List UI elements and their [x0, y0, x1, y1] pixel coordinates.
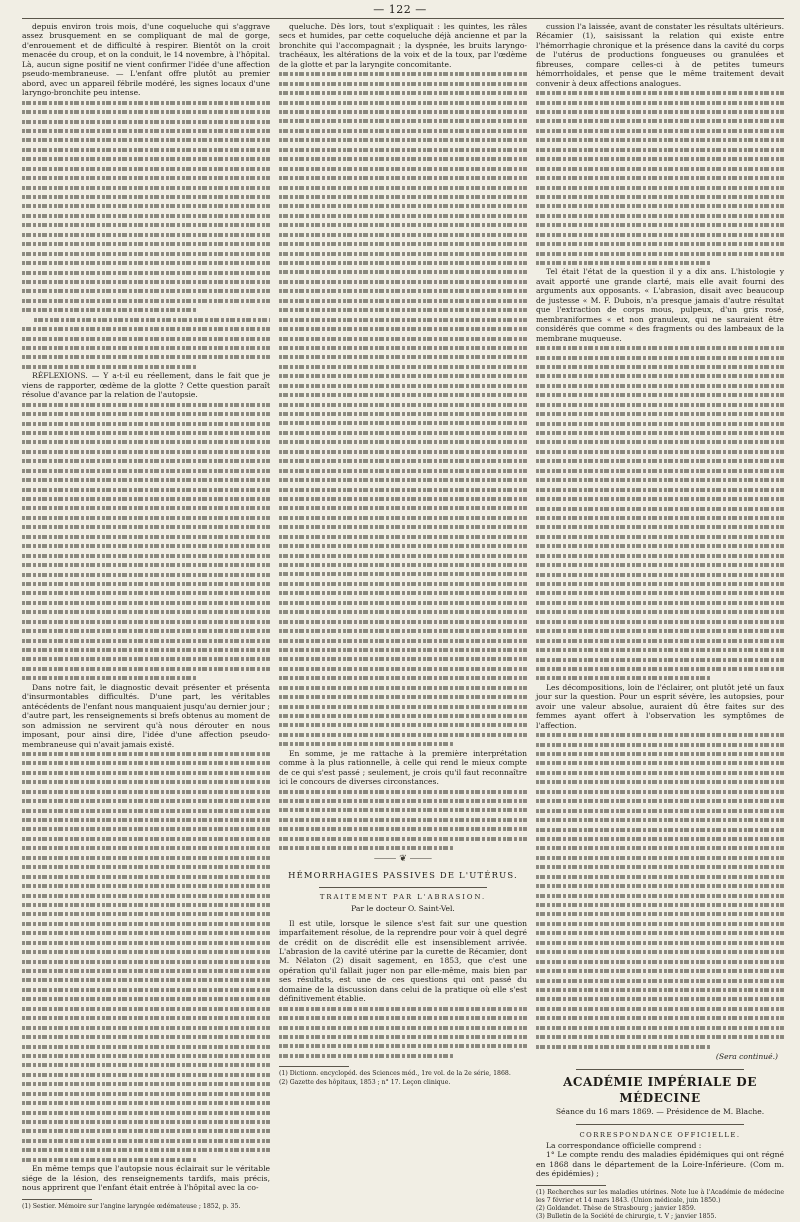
diagnostic-paragraph: Dans notre fait, le diagnostic devait présenter et présenta d'insurmontables difficultés. D'une part, les véritables antécédents de l'enfant nous manquaient jusqu'au dernier jour ; d'autre part, les renseignements si brefs obtenus au moment de son admission ne servirent qu'à nous dérouter en nous imposant, pour ainsi dire, l'idée d'une affection pseudo-membraneuse qui n'avait jamais existé.	[22, 682, 270, 749]
column-3	[536, 22, 784, 1221]
reflexions-text: — Y a-t-il eu réellement, dans le fait que je viens de rapporter, œdème de la glotte ? Cette question paraît résolue d'avance par la relation de l'autopsie.	[22, 371, 270, 400]
session-rule	[576, 1124, 744, 1125]
footnote-rule	[279, 1066, 349, 1067]
continued-note: (Sera continué.)	[715, 1052, 778, 1061]
footnote-1: (1) Recherches sur les maladies utérines. Note lue à l'Académie de médecine les 7 février et 14 mars 1843. (Union médicale, juin 1850.)	[536, 1188, 784, 1205]
session-line: Séance du 16 mars 1869. — Présidence de M. Blache.	[555, 1107, 765, 1116]
column-1-closing-paragraph: En même temps que l'autopsie nous éclairait sur le véritable siége de la lésion, des renseignements tardifs, mais précis, nous apprirent que l'enfant était entrée à l'hôpital avec la co-	[22, 1164, 270, 1193]
correspondence-intro: La correspondance officielle comprend :	[546, 1141, 702, 1150]
histology-paragraph: Tel était l'état de la question il y a dix ans. L'histologie y avait apporté une grande clarté, mais elle avait fourni des arguments aux opposants. « L'abrasion, disait avec beaucoup de justesse « M. F. Dubois, n'a presque jamais d'autre résultat que l'extraction de corps mous, pulpeux, d'un gris rosé, membraniformes « et non granuleux, qui ne sauraient être considérés que comme « des fragments ou des lambeaux de la membrane muqueuse.	[536, 267, 784, 343]
correspondence-item: 1° Le compte rendu des maladies épidémiques qui ont régné en 1868 dans le département de la Loire-Inférieure. (Com m. des épidémies) ;	[536, 1150, 784, 1179]
column-1-opening-paragraph: depuis environ trois mois, d'une coqueluche qui s'aggrave assez brusquement en se compliquant de mal de gorge, d'enrouement et de difficulté à respirer. Bientôt on la croit menacée du croup, et on la conduit, le 14 novembre, à l'hôpital. Là, aucun signe positif ne vient confirmer l'idée d'une affection pseudo-membraneuse. — L'enfant offre plutôt au premier abord, avec un appareil fébrile modéré, les signes locaux d'une laryngo-bronchite peu intense.	[22, 22, 270, 98]
footnote: (1) Sestier. Mémoire sur l'angine laryngée œdémateuse ; 1852, p. 35.	[22, 1202, 241, 1210]
footnote-rule	[536, 1185, 606, 1186]
footnote-3: (3) Bulletin de la Société de chirurgie, t. V ; janvier 1855.	[536, 1213, 717, 1221]
section-rule	[576, 1069, 744, 1070]
section-title: HÉMORRHAGIES PASSIVES DE L'UTÉRUS.	[288, 869, 518, 880]
autopsy-paragraph: Les décompositions, loin de l'éclairer, ont plutôt jeté un faux jour sur la question. Pour un esprit sévère, les autopsies, pour avoir une valeur absolue, auraient dû être faites sur des femmes ayant offert à l'observation les symptômes de l'affection.	[536, 682, 784, 730]
header-rule	[22, 18, 784, 19]
reflexions-label: RÉFLEXIONS.	[32, 371, 88, 381]
conclusion-paragraph: En somme, je me rattache à la première interprétation comme à la plus rationnelle, à celle qui rend le mieux compte de ce qui s'est passé ; seulement, je crois qu'il faut reconnaître ici le concours de diverses circonstances.	[279, 748, 527, 787]
reflexions-paragraph	[22, 371, 270, 399]
author-byline: Par le docteur O. Saint-Vel.	[351, 903, 455, 913]
section-first-paragraph: Il est utile, lorsque le silence s'est fait sur une question imparfaitement résolue, de la reprendre pour voir à quel degré de crédit on de discrédit elle est insensiblement arrivée. L'abrasion de la cavité utérine par la curette de Récamier, dont M. Nélaton (2) disait sagement, en 1853, que c'est une opération qu'il fallait juger non par elle-même, mais bien par ses résultats, est une de ces questions qui ont passé du domaine de la discussion dans celui de la pratique où elle s'est définitivement établie.	[279, 918, 527, 1004]
academy-title: ACADÉMIE IMPÉRIALE DE MÉDECINE	[563, 1075, 757, 1105]
column-1	[22, 22, 270, 1210]
title-rule	[319, 887, 487, 888]
footnote-rule	[22, 1199, 92, 1200]
footnote-2: (2) Goldandet. Thèse de Strasbourg ; janvier 1859.	[536, 1205, 696, 1213]
correspondence-heading: CORRESPONDANCE OFFICIELLE.	[579, 1131, 741, 1139]
footnote-1: (1) Dictionn. encyclopéd. des Sciences méd., 1re vol. de la 2e série, 1868.	[279, 1070, 511, 1078]
column-2-opening-paragraph: queluche. Dès lors, tout s'expliquait : les quintes, les râles secs et humides, par cette coqueluche déjà ancienne et par la bronchite qui l'accompagnait ; la dyspnée, les bruits laryngo-trachéaux, les altérations de la voix et de la toux, par l'œdème de la glotte et par la laryngite concomitante.	[279, 22, 527, 69]
section-ornament: ⸻ ❦ ⸻	[373, 853, 433, 864]
footnote-2: (2) Gazette des hôpitaux, 1853 ; n° 17. Leçon clinique.	[279, 1078, 451, 1086]
column-2	[279, 22, 527, 1154]
section-subtitle: TRAITEMENT PAR L'ABRASION.	[319, 892, 487, 901]
page-number: — 122 —	[373, 3, 427, 16]
column-3-opening-paragraph: cussion l'a laissée, avant de constater les résultats ultérieurs. Récamier (1), saisissant la relation qui existe entre l'hémorrhagie chronique et la présence dans la cavité du corps de l'utérus de productions fongueuses ou granulées et fibreuses, compare celles-ci à de petites tumeurs hémorrhoïdales, et pense que le même traitement devait convenir à deux affections analogues.	[536, 22, 784, 88]
